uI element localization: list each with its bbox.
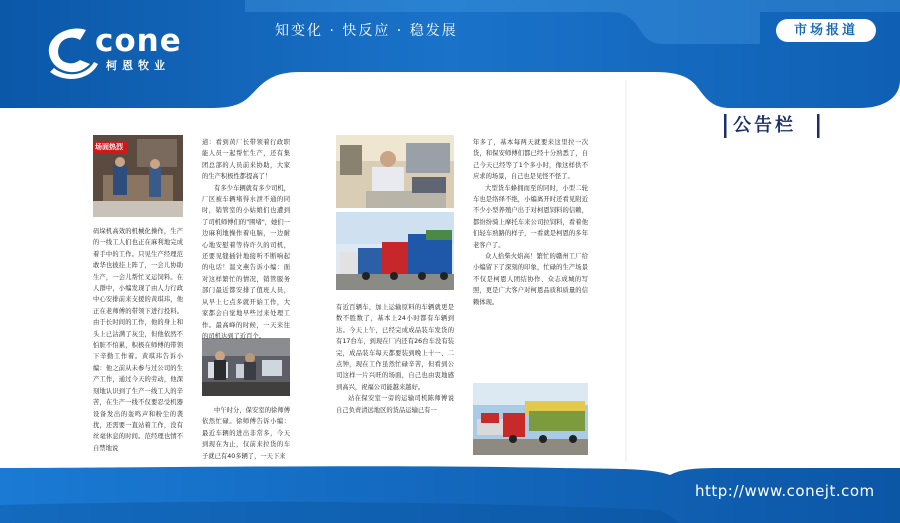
article-column-2-lower: [202, 405, 290, 462]
section-tag: 市场报道: [776, 19, 876, 42]
photo-trucks-lineup: [336, 212, 454, 290]
photo-security-guard: [336, 135, 454, 208]
notice-marker: [724, 114, 727, 138]
warehouse-banner-text: 场面热烈: [95, 143, 123, 151]
col4-paragraph-3: 众人拾柴火焰高！繁忙的赣州工厂给小编留下了深刻的印象，忙碌的生产场景不仅是柯恩人团结协作、众志成城的写照，更是广大客户对柯恩品质和质量的信赖体现。: [473, 253, 588, 306]
col2-paragraph-1: 道：看到黄厂长带领着行政职能人员一起帮忙生产，还有集团总部的人员前来协助，大家的生产积极性都提高了！: [202, 139, 290, 181]
notice-board-title: 公告栏: [733, 115, 796, 136]
article-column-2: [202, 137, 290, 342]
article-column-4: [473, 137, 588, 308]
header-slogan: 知变化 · 快反应 · 稳发展: [275, 23, 458, 39]
notice-marker-right: [817, 114, 820, 138]
logo-subtitle: 柯恩牧业: [106, 59, 170, 72]
col1-paragraph-1: 码垛机高效的机械化操作，生产的一线工人们也正在麻利地完成着手中的工作。只见生产经理范敢华也披挂上阵了，一会儿协助生产，一会儿帮忙叉运饲料。在人群中，小编发现了由人力行政中心安排前来支援的黄琪玮，他正在老师傅的带领下进行投料。由于长时间的工作，他的身上和头上已沾满了灰尘，但他依然不怕脏不怕累，积极在师傅的带领下辛勤工作着。黄琪玮告诉小编：他之前从未参与过公司的生产工作，通过今天的劳动，他深刻地认识到了生产一线工人的辛苦，在生产一线不仅要忍受机器设备发出的轰鸣声和粉尘的袭扰，还需要一直站着工作，没有丝毫休息的时间。范经理也情不自禁地说: [93, 228, 183, 452]
col3-paragraph-2: 站在保安室一旁的运输司机陈师傅说自己负责清远地区的货品运输已有一: [336, 395, 454, 414]
col2-paragraph-3: 中午时分，保安室的徐师傅依然忙碌。徐师傅告诉小编：最近车辆的进出非常多，今天到现在为止，仅前来拉货的车子就已有40多辆了，一天下来: [202, 407, 290, 460]
col4-paragraph-2: 大型货车蜂拥而至的同时，小型二轮车也是络绎不绝，小编离开时还看见附近不少小型养殖户出于对柯恩饲料的信赖，都纷纷骑上摩托车来公司拉饲料，看着他们轻车熟路的样子，一看就是柯恩的多年老客户了。: [473, 184, 588, 249]
footer-website-link[interactable]: http://www.conejt.com: [695, 482, 875, 500]
article-column-3: [336, 302, 454, 416]
col2-paragraph-2: 有多少车辆就有多少司机，厂区被车辆堵得水泄不通的同时，销管室的小姑娘们也遭到了司机师傅们的"围堵"，她们一边麻利地操作着电脑，一边耐心地安慰着等待许久的司机，还要见缝插针地接听不断响起的电话！温文燕告诉小编：面对这样繁忙的情况，销管服务部门最近都安排了值班人员，从早上七点多就开始工作，大家都会自觉地早些过来处理工作。最高峰的时候，一天来往的司机达到了近百个。: [202, 184, 290, 340]
col4-paragraph-1: 年多了，基本每两天就要来这里拉一次货，和保安师傅们都已经十分熟悉了，自己今天已经等了1个多小时，像这样供不应求的场景，自己也是见怪不怪了。: [473, 139, 588, 181]
photo-warehouse-workers: [93, 135, 183, 217]
article-column-1: [93, 226, 183, 454]
photo-office-workers: [202, 338, 290, 396]
logo-wordmark[interactable]: cone: [95, 23, 182, 59]
col3-paragraph-1: 有近百辆车，加上运输原料的车辆就更是数不胜数了，基本上24小时都有车辆到达。今天上午，已经完成成品装车发货的有17台车，到现在厂内还有26台车没有装完，成品装车每天都要装到晚上十一、二点钟，现在工作虽然忙碌辛苦，但看到公司这样一片兴旺的场面，自己也由衷地感到高兴，祝福公司能越来越好。: [336, 304, 454, 391]
photo-trucks-loading: [473, 383, 588, 455]
